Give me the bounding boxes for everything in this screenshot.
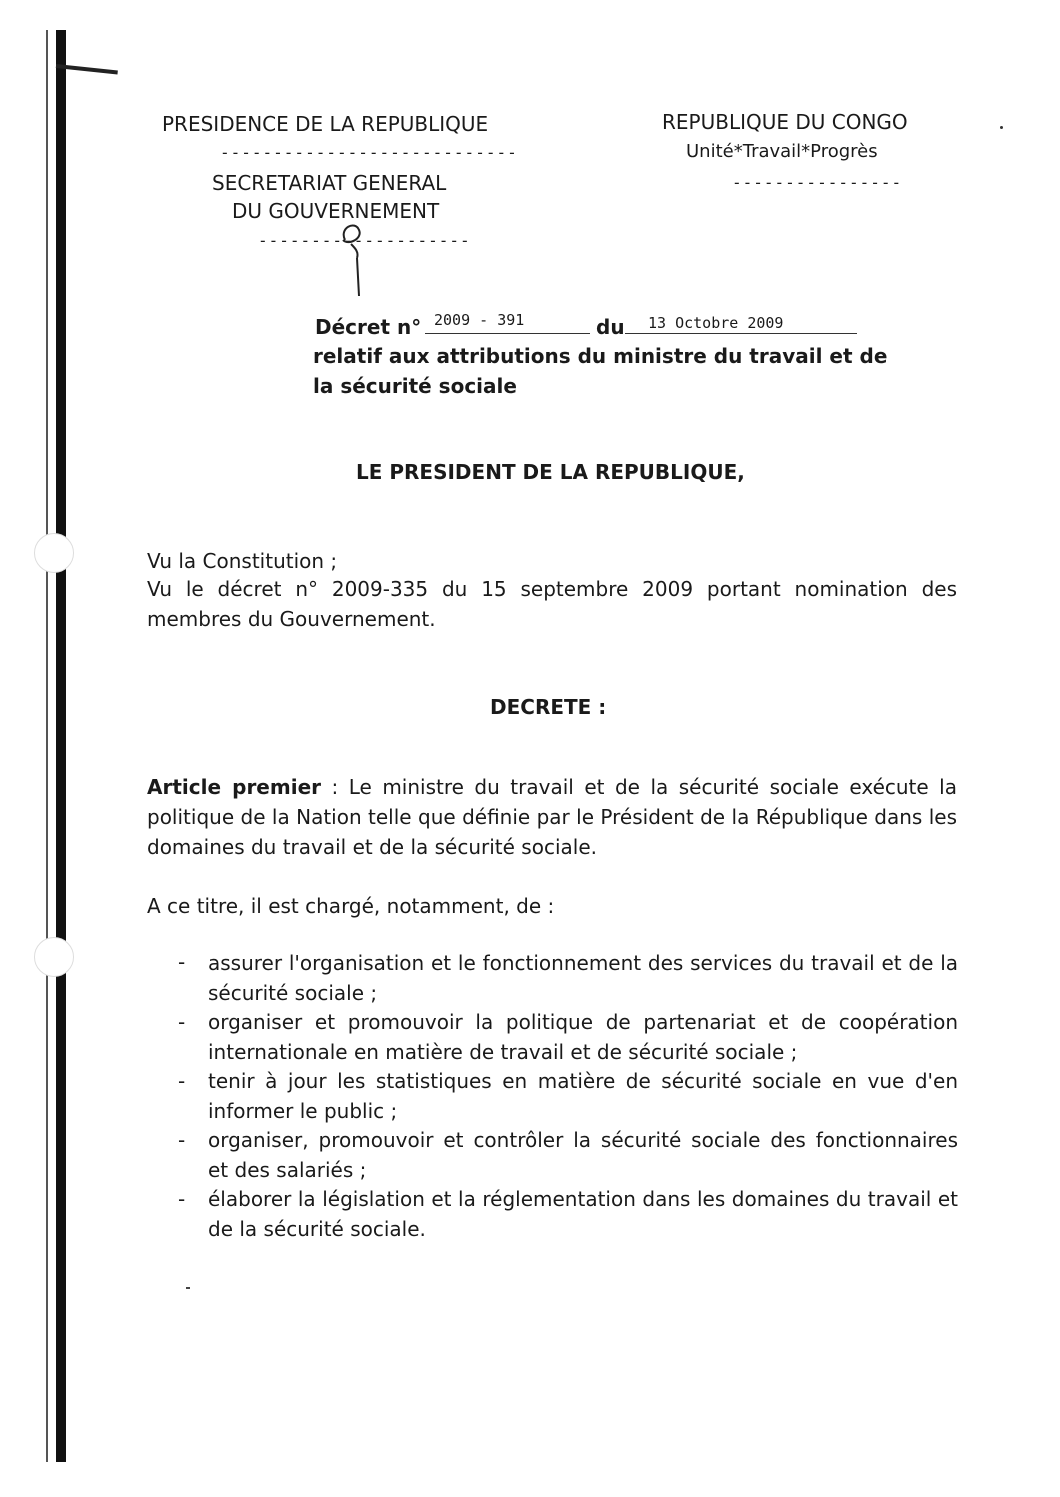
decree-number-underline (425, 333, 590, 334)
decrete-heading: DECRETE : (490, 695, 607, 719)
header-secretariat: SECRETARIAT GENERAL (212, 171, 447, 195)
decree-date-underline (625, 333, 857, 334)
punch-hole-top (34, 533, 74, 573)
decree-subject-line-2: la sécurité sociale (313, 374, 517, 398)
bullet-item (208, 1007, 958, 1067)
header-right-separator: ---------------- (732, 173, 903, 192)
bullet-item-1-line-2: sécurité sociale ; (208, 981, 378, 1005)
header-left-separator-1: ---------------------------- (220, 143, 518, 162)
header-presidence: PRESIDENCE DE LA REPUBLIQUE (162, 112, 489, 136)
scan-speck (1000, 126, 1003, 129)
bullet-item-5-line-1: élaborer la législation et la réglementation dans les domaines du travail et (208, 1187, 958, 1211)
header-motto: Unité*Travail*Progrès (686, 141, 878, 162)
bullet-item (208, 1066, 958, 1126)
article-premier-label: Article premier (147, 775, 321, 799)
binding-edge (56, 30, 66, 1462)
bullet-item (208, 1184, 958, 1244)
article-premier-line-2: politique de la Nation telle que définie par le Président de la République dans les (147, 805, 957, 829)
bullet-marker: - (178, 1128, 186, 1152)
visa-decret-paragraph (147, 574, 957, 634)
bullet-marker: - (178, 1187, 186, 1211)
visa-decret-line-1: Vu le décret n° 2009-335 du 15 septembre 2009 portant nomination des (147, 577, 957, 601)
scan-speck (186, 1287, 190, 1289)
article-premier-paragraph (147, 772, 957, 862)
president-heading: LE PRESIDENT DE LA REPUBLIQUE, (356, 460, 745, 484)
punch-hole-bottom (34, 937, 74, 977)
bullet-marker: - (178, 1069, 186, 1093)
bullet-item-1-line-1: assurer l'organisation et le fonctionnement des services du travail et de la (208, 951, 958, 975)
bullet-item-4-line-2: et des salariés ; (208, 1158, 367, 1182)
decree-prefix: Décret n° (315, 315, 422, 339)
bullet-item-3-line-1: tenir à jour les statistiques en matière de sécurité sociale en vue d'en (208, 1069, 958, 1093)
binding-edge-thin (46, 30, 48, 1462)
header-gouvernement: DU GOUVERNEMENT (232, 199, 440, 223)
article-premier-line-1-rest: : Le ministre du travail et de la sécurité sociale exécute la (331, 775, 957, 799)
bullet-item-3-line-2: informer le public ; (208, 1099, 398, 1123)
decree-subject-line-1: relatif aux attributions du ministre du travail et de (313, 344, 888, 368)
article-premier-line-3: domaines du travail et de la sécurité sociale. (147, 835, 597, 859)
bullet-marker: - (178, 1010, 186, 1034)
decree-du: du (596, 315, 625, 339)
article-premier-line-1 (147, 772, 957, 802)
bullet-item-2-line-1: organiser et promouvoir la politique de partenariat et de coopération (208, 1010, 958, 1034)
handwritten-initial-mark (335, 218, 375, 298)
visa-constitution: Vu la Constitution ; (147, 549, 338, 573)
bullet-item (208, 1125, 958, 1185)
decree-date: 13 Octobre 2009 (648, 314, 784, 332)
bullet-item (208, 948, 958, 1008)
header-republique-congo: REPUBLIQUE DU CONGO (662, 110, 908, 134)
bullet-marker: - (178, 950, 186, 974)
header-left-separator-2: -------------------- (258, 231, 471, 250)
bullet-item-2-line-2: internationale en matière de travail et de sécurité sociale ; (208, 1040, 798, 1064)
charge-intro: A ce titre, il est chargé, notamment, de : (147, 894, 555, 918)
bullet-item-4-line-1: organiser, promouvoir et contrôler la sécurité sociale des fonctionnaires (208, 1128, 958, 1152)
decree-number: 2009 - 391 (434, 311, 525, 329)
bullet-item-5-line-2: de la sécurité sociale. (208, 1217, 426, 1241)
visa-decret-line-2: membres du Gouvernement. (147, 607, 436, 631)
